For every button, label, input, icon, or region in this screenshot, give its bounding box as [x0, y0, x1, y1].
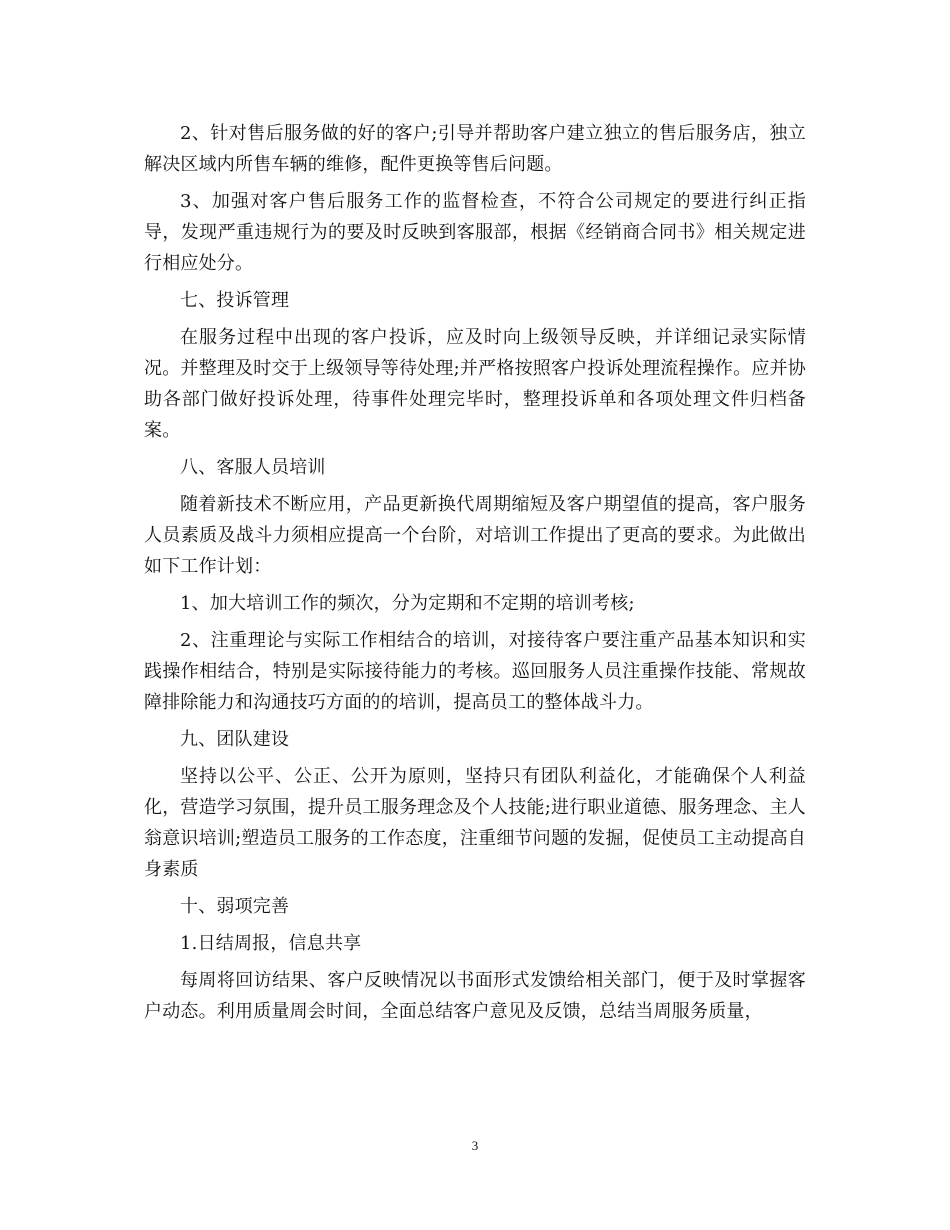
heading-staff-training: 八、客服人员培训: [180, 457, 326, 478]
paragraph-aftersales-support: 2、针对售后服务做的好的客户;引导并帮助客户建立独立的售后服务店，独立解决区域内所售车辆的维修，配件更换等售后问题。: [144, 123, 806, 175]
paragraph-complaint-handling: 在服务过程中出现的客户投诉，应及时向上级领导反映，并详细记录实际情况。并整理及时交于上级领导等待处理;并严格按照客户投诉处理流程操作。应并协助各部门做好投诉处理，待事件处理完毕时，整理投诉单和各项处理文件归档备案。: [144, 327, 806, 441]
page-number: 3: [471, 1138, 479, 1153]
heading-weakness-improvement: 十、弱项完善: [180, 896, 290, 917]
paragraph-weekly-feedback: 每周将回访结果、客户反映情况以书面形式发馈给相关部门，便于及时掌握客户动态。利用质量周会时间，全面总结客户意见及反馈，总结当周服务质量，: [144, 970, 806, 1022]
paragraph-training-practice: 2、注重理论与实际工作相结合的培训，对接待客户要注重产品基本知识和实践操作相结合，特别是实际接待能力的考核。巡回服务人员注重操作技能、常规故障排除能力和沟通技巧方面的的培训，提高员工的整体战斗力。: [144, 630, 806, 713]
heading-team-building: 九、团队建设: [180, 729, 290, 750]
paragraph-supervision: 3、加强对客户售后服务工作的监督检查，不符合公司规定的要进行纠正指导，发现严重违规行为的要及时反映到客服部，根据《经销商合同书》相关规定进行相应处分。: [144, 191, 806, 274]
subheading-daily-weekly-report: 1.日结周报，信息共享: [180, 933, 362, 954]
paragraph-training-frequency: 1、加大培训工作的频次，分为定期和不定期的培训考核;: [180, 593, 635, 614]
document-body: [144, 118, 806, 1033]
paragraph-training-intro: 随着新技术不断应用，产品更新换代周期缩短及客户期望值的提高，客户服务人员素质及战斗力须相应提高一个台阶，对培训工作提出了更高的要求。为此做出如下工作计划：: [144, 494, 806, 577]
paragraph-team-building: 坚持以公平、公正、公开为原则，坚持只有团队利益化，才能确保个人利益化，营造学习氛围，提升员工服务理念及个人技能;进行职业道德、服务理念、主人翁意识培训;塑造员工服务的工作态度，注重细节问题的发掘，促使员工主动提高自身素质: [144, 766, 806, 880]
heading-complaint-management: 七、投诉管理: [180, 290, 290, 311]
